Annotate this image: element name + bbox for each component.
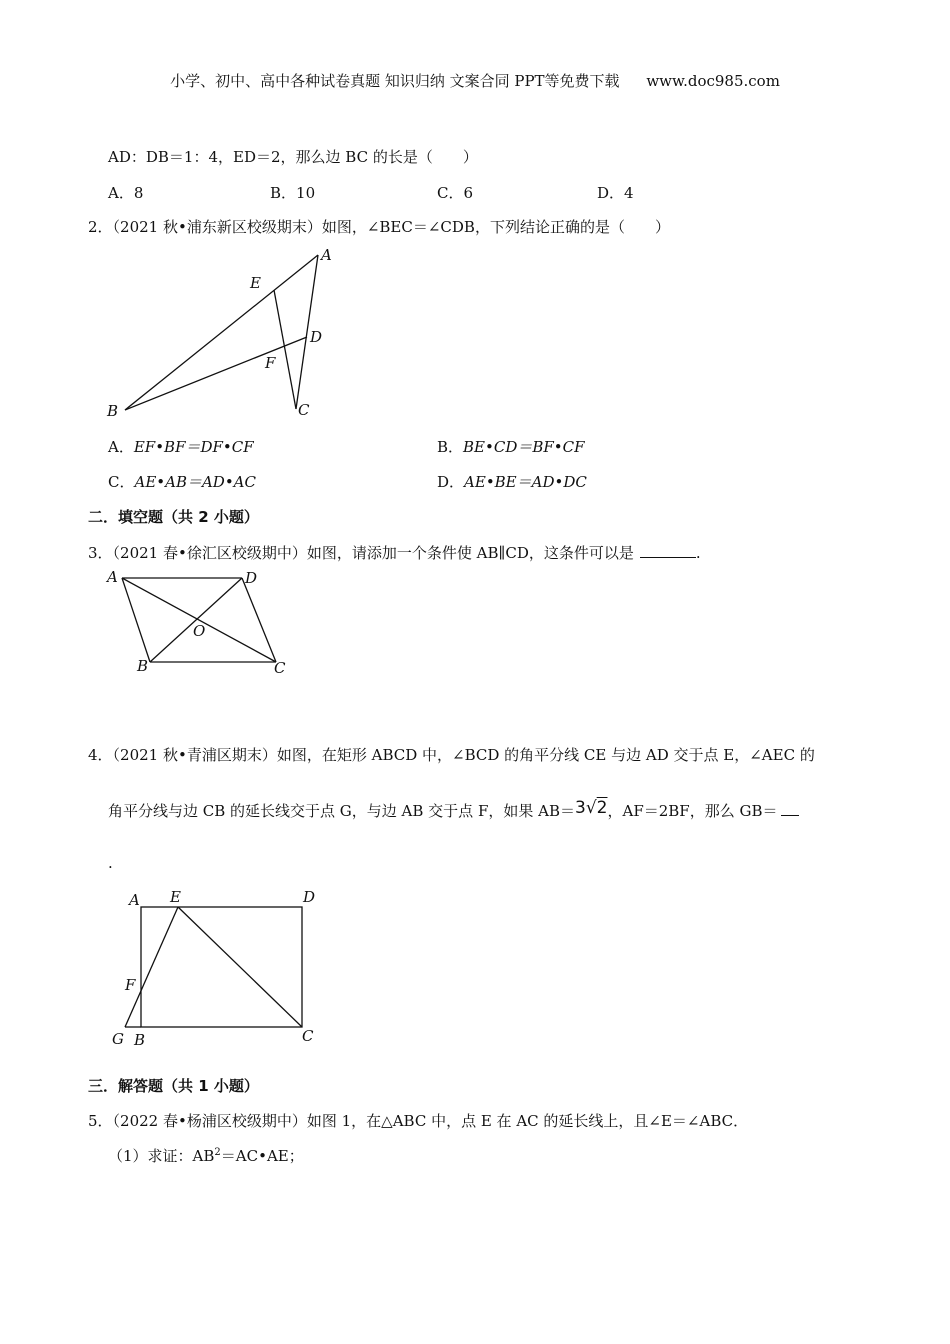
q4-label-d: D [303,888,316,906]
q2-label-d: D [310,328,323,346]
q4-label-c: C [302,1027,314,1045]
q3-label-o: O [193,622,206,640]
q4-line2: 角平分线与边 CB 的延长线交于点 G，与边 AB 交于点 F，如果 AB＝3√2，AF＝2BF，那么 GB＝ [108,800,799,821]
q2-option-c-text: AE•AB＝AD•AC [134,473,256,491]
q2-label-f: F [265,354,276,372]
q4-label-g: G [112,1030,124,1048]
header-text: 小学、初中、高中各种试卷真题 知识归纳 文案合同 PPT等免费下载 [170,72,620,90]
q2-label-c: C [298,401,310,419]
q4-sqrt-expression: 3√2 [574,798,608,818]
q4-line1: 如图，在矩形 ABCD 中，∠BCD 的角平分线 CE 与边 AD 交于点 E，∠AEC 的 [276,746,815,764]
q3-label-b: B [137,657,149,675]
q2-source: （2021 秋•浦东新区校级期末） [112,218,322,236]
q3-stem: 如图，请添加一个条件使 AB∥CD，这条件可以是 [306,544,634,562]
q2-label-b: B [107,402,119,420]
q4-question: 4．（2021 秋•青浦区期末）如图，在矩形 ABCD 中，∠BCD 的角平分线 CE 与边 AD 交于点 E，∠AEC 的 [88,746,815,764]
q3-label-a: A [107,568,118,586]
q3-question: 3．（2021 春•徐汇区校级期中）如图，请添加一个条件使 AB∥CD，这条件可以是 . [88,544,701,562]
q5-source: （2022 春•杨浦区校级期中） [112,1112,307,1130]
q3-source: （2021 春•徐汇区校级期中） [112,544,307,562]
q4-rectangle-abcd [141,907,302,1027]
q4-label-e: E [170,888,181,906]
q1-option-a: A．8 [108,184,144,202]
q2-option-d-text: AE•BE＝AD•DC [464,473,587,491]
q2-option-c: C．AE•AB＝AD•AC [108,473,256,491]
q2-number: 2． [88,218,113,236]
q1-option-b: B．10 [270,184,316,202]
q2-option-a: A．EF•BF＝DF•CF [108,438,254,456]
section-solution-title: 三．解答题（共 1 小题） [88,1077,259,1095]
q1-option-d: D．4 [597,184,634,202]
q4-segment-eg [125,907,178,1027]
q3-label-c: C [274,659,286,677]
q4-label-a: A [129,891,140,909]
header-site: www.doc985.com [646,72,780,90]
q4-source: （2021 秋•青浦区期末） [112,746,277,764]
q4-line3: . [108,854,113,872]
q3-label-d: D [245,569,258,587]
q4-segment-ec [178,907,302,1027]
q5-part1: （1）求证：$AB^2=AC•AE$； [108,1147,304,1165]
q2-option-b: B．BE•CD＝BF•CF [437,438,585,456]
q2-label-a: A [321,246,332,264]
q2-option-d: D．AE•BE＝AD•DC [437,473,587,491]
q2-option-b-text: BE•CD＝BF•CF [463,438,585,456]
q4-label-f: F [125,976,136,994]
q2-stem: 如图，∠BEC＝∠CDB，下列结论正确的是（ ） [321,218,670,236]
section-fill-in-title: 二．填空题（共 2 小题） [88,508,259,526]
q2-option-a-text: EF•BF＝DF•CF [133,438,254,456]
q1-stem: AD：DB＝1：4，ED＝2，那么边 BC 的长是（ ） [108,148,478,166]
q2-label-e: E [250,274,261,292]
q5-stem: 如图 1，在△ABC 中，点 E 在 AC 的延长线上，且∠E＝∠ABC． [306,1112,749,1130]
q1-option-c: C．6 [437,184,474,202]
q5-question: 5．（2022 春•杨浦区校级期中）如图 1，在△ABC 中，点 E 在 AC 的延长线上，且∠E＝∠ABC． [88,1112,749,1130]
q4-label-b: B [134,1031,146,1049]
